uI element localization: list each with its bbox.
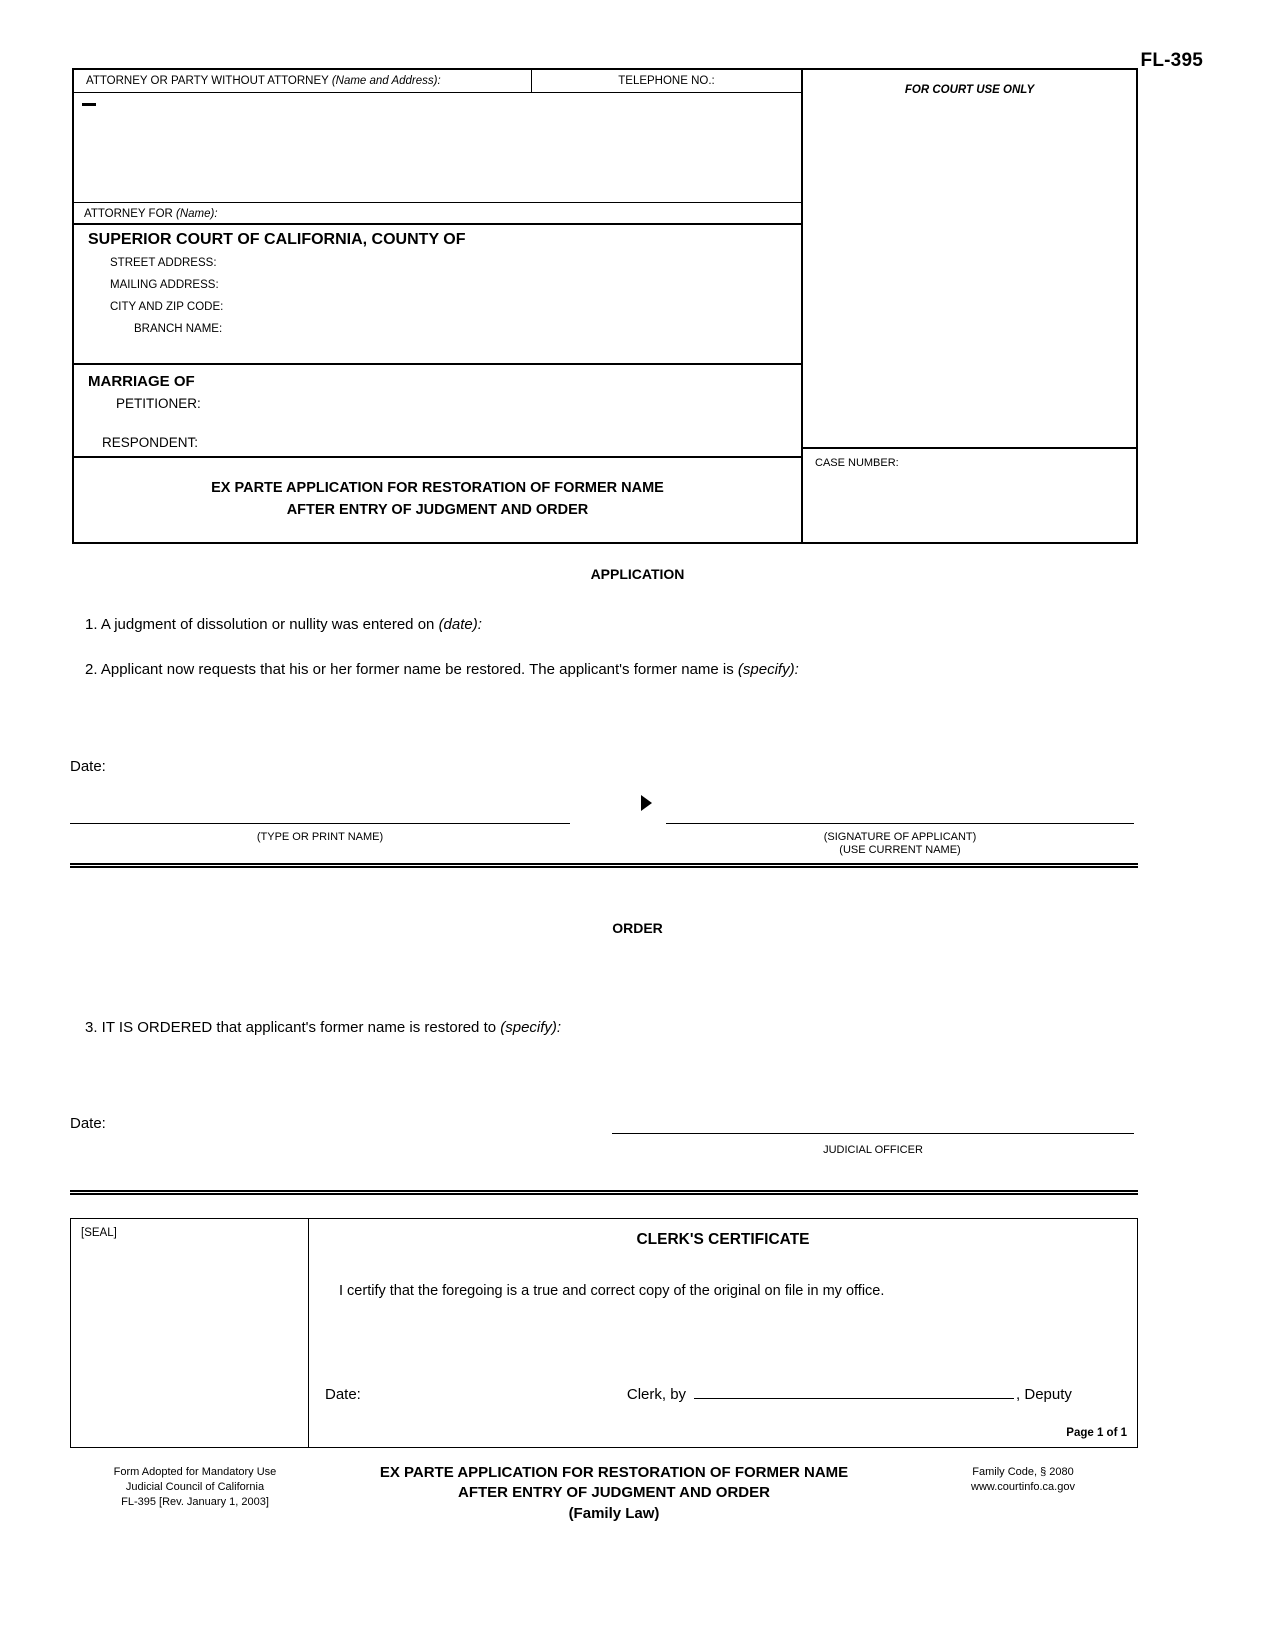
document-title — [211, 478, 664, 522]
footer-code-line2: www.courtinfo.ca.gov — [971, 1480, 1075, 1493]
footer-title-line1: EX PARTE APPLICATION FOR RESTORATION OF FORMER NAME — [379, 1464, 849, 1481]
footer-adopted-line3: FL-395 [Rev. January 1, 2003] — [121, 1495, 269, 1508]
judicial-officer-caption: JUDICIAL OFFICER — [823, 1144, 923, 1156]
city-zip-label[interactable]: CITY AND ZIP CODE: — [110, 301, 224, 313]
attorney-block[interactable] — [74, 70, 801, 203]
dash-mark-icon — [82, 103, 96, 106]
applicant-signature-caption — [666, 831, 1134, 857]
attorney-header — [74, 70, 801, 93]
footer-adoption-block — [70, 1455, 320, 1510]
application-item-2 — [85, 661, 799, 678]
parties-block — [74, 365, 801, 458]
clerks-certificate-title: CLERK'S CERTIFICATE — [636, 1231, 810, 1248]
item-3-text: 3. IT IS ORDERED that applicant's former name is restored to — [85, 1019, 501, 1036]
attorney-for-italic: (Name): — [176, 208, 218, 220]
case-number-label: CASE NUMBER: — [815, 457, 899, 469]
judicial-officer-signature-line[interactable] — [612, 1133, 1134, 1134]
application-date-label[interactable]: Date: — [70, 758, 106, 775]
application-divider — [70, 863, 1138, 868]
footer-title-line3: (Family Law) — [568, 1504, 660, 1522]
signature-arrow-icon — [641, 795, 652, 811]
clerk-date-label[interactable]: Date: — [325, 1386, 361, 1403]
court-title: SUPERIOR COURT OF CALIFORNIA, COUNTY OF — [88, 231, 466, 248]
for-court-use-only-label: FOR COURT USE ONLY — [904, 84, 1035, 96]
clerks-certificate-box — [70, 1218, 1138, 1448]
application-heading: APPLICATION — [590, 566, 685, 582]
attorney-label — [74, 75, 531, 87]
signature-caption-line1: (SIGNATURE OF APPLICANT) — [823, 831, 977, 843]
mailing-address-label[interactable]: MAILING ADDRESS: — [110, 279, 219, 291]
attorney-for-field[interactable] — [74, 203, 801, 225]
seal-label: [SEAL] — [81, 1227, 117, 1239]
document-title-line1: EX PARTE APPLICATION FOR RESTORATION OF FORMER NAME — [211, 480, 664, 497]
attorney-for-label: ATTORNEY FOR — [84, 208, 177, 220]
footer-adopted-line1: Form Adopted for Mandatory Use — [113, 1466, 277, 1478]
clerk-signature-row — [309, 1386, 1137, 1403]
form-footer — [70, 1455, 1138, 1524]
street-address-label[interactable]: STREET ADDRESS: — [110, 257, 217, 269]
order-divider — [70, 1190, 1138, 1195]
footer-title-line2: AFTER ENTRY OF JUDGMENT AND ORDER — [458, 1484, 770, 1502]
branch-name-label[interactable]: BRANCH NAME: — [134, 323, 223, 335]
print-name-line[interactable] — [70, 823, 570, 824]
form-number: FL-395 — [1140, 50, 1203, 71]
order-heading: ORDER — [612, 920, 663, 936]
footer-code-line1: Family Code, § 2080 — [972, 1466, 1074, 1478]
clerks-certify-text: I certify that the foregoing is a true and correct copy of the original on file in my office. — [339, 1283, 885, 1299]
item-1-italic: (date): — [438, 616, 482, 633]
telephone-label: TELEPHONE NO.: — [531, 70, 801, 93]
item-1-text: 1. A judgment of dissolution or nullity was entered on — [85, 616, 439, 633]
caption-upper-row — [74, 70, 1136, 542]
item-2-italic: (specify): — [737, 661, 799, 678]
footer-title-block — [320, 1455, 908, 1524]
deputy-label: , Deputy — [1016, 1386, 1072, 1403]
item-3-italic: (specify): — [500, 1019, 562, 1036]
for-court-use-only-box — [803, 70, 1136, 449]
attorney-label-text: ATTORNEY OR PARTY WITHOUT ATTORNEY — [86, 75, 332, 87]
respondent-label[interactable]: RESPONDENT: — [102, 435, 199, 450]
seal-box — [71, 1219, 309, 1447]
clerk-body — [309, 1219, 1137, 1447]
caption-left-column — [74, 70, 803, 542]
order-item-3 — [85, 1019, 561, 1036]
clerk-signature-line[interactable] — [694, 1387, 1014, 1399]
marriage-of-label: MARRIAGE OF — [88, 373, 195, 390]
footer-adopted-line2: Judicial Council of California — [125, 1480, 265, 1493]
applicant-signature-line[interactable] — [666, 823, 1134, 824]
page-number: Page 1 of 1 — [1066, 1427, 1127, 1439]
case-number-box[interactable] — [803, 449, 1136, 533]
application-item-1 — [85, 616, 482, 633]
clerk-by-label: Clerk, by — [626, 1386, 687, 1403]
court-block — [74, 225, 801, 365]
caption-box — [72, 68, 1138, 544]
print-name-caption: (TYPE OR PRINT NAME) — [256, 831, 384, 843]
signature-caption-line2: (USE CURRENT NAME) — [839, 844, 961, 857]
footer-code-block — [908, 1455, 1138, 1495]
attorney-label-italic: (Name and Address): — [331, 75, 441, 87]
order-date-label[interactable]: Date: — [70, 1115, 106, 1132]
petitioner-label[interactable]: PETITIONER: — [116, 396, 201, 411]
document-title-line2: AFTER ENTRY OF JUDGMENT AND ORDER — [286, 502, 589, 518]
caption-right-column — [803, 70, 1136, 542]
document-title-block — [74, 458, 801, 542]
item-2-text: 2. Applicant now requests that his or her former name be restored. The applicant's former name is — [85, 661, 738, 678]
